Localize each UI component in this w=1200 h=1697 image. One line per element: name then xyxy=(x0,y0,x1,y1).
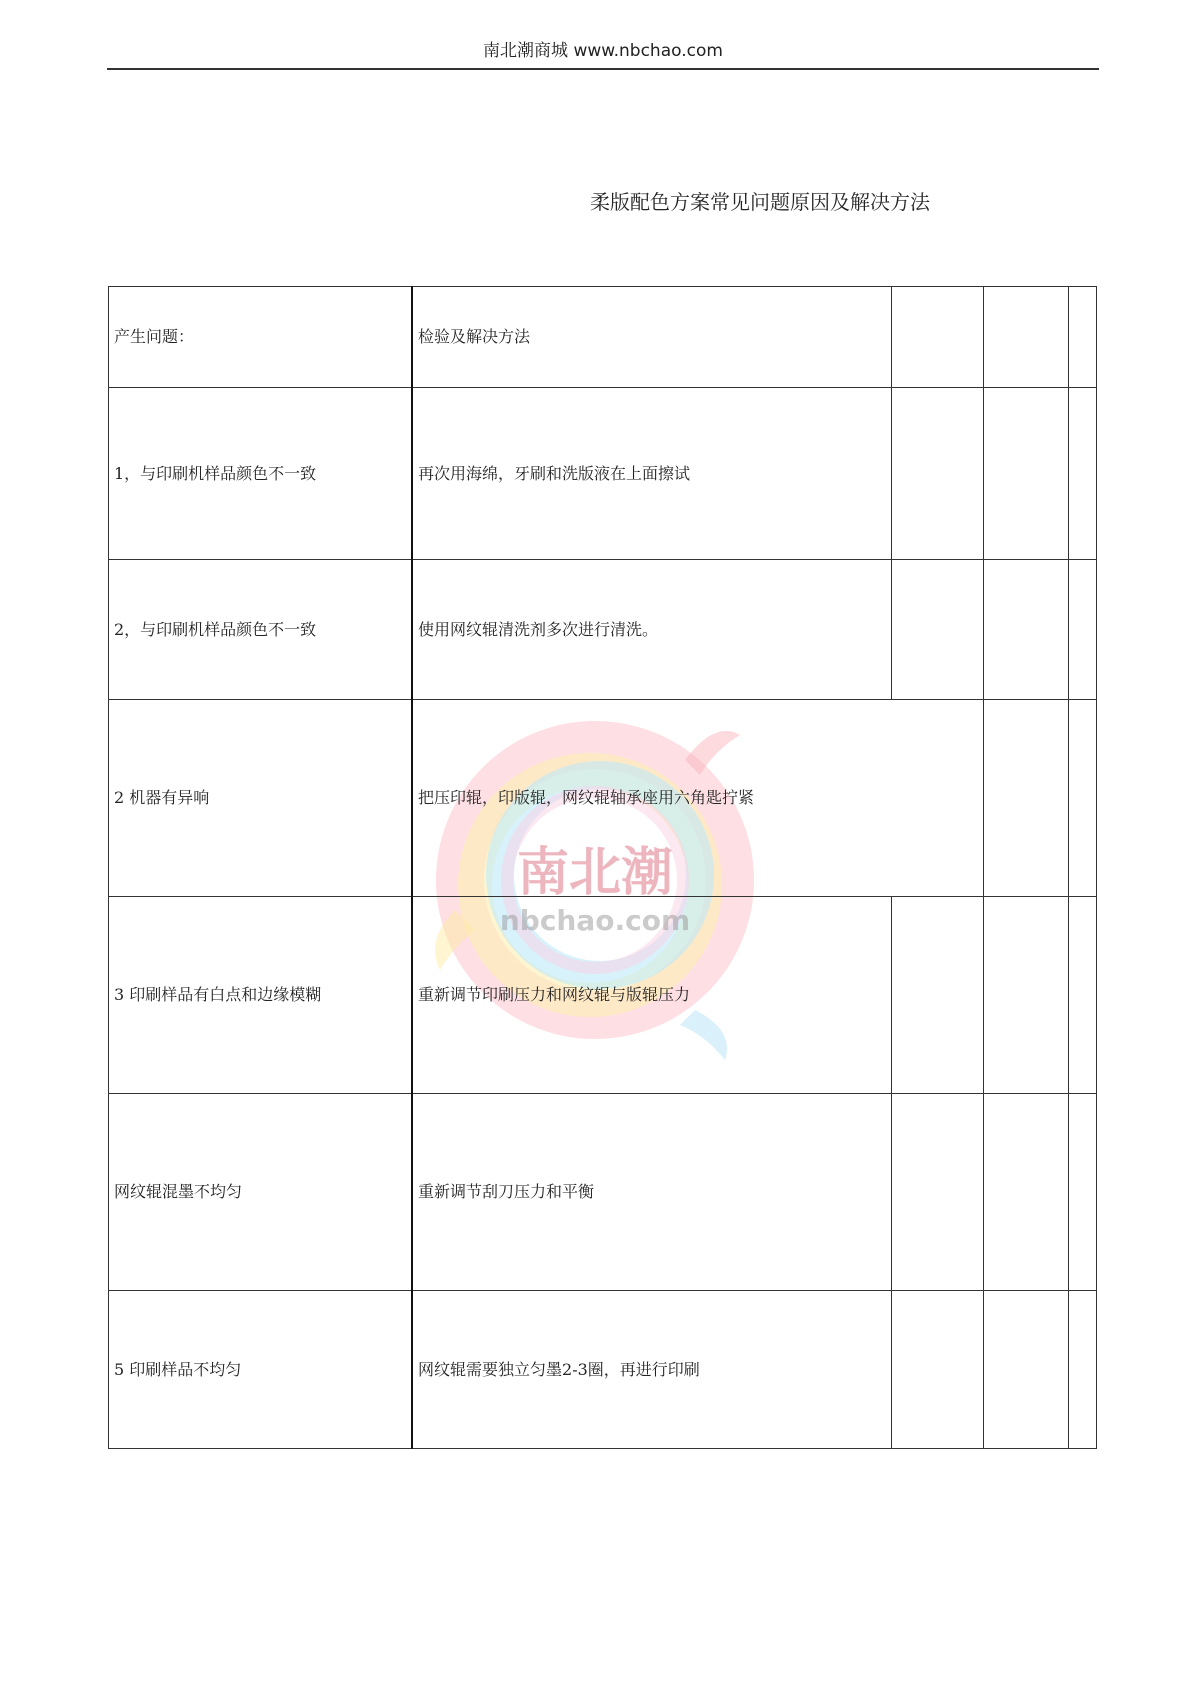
problem-cell: 1，与印刷机样品颜色不一致 xyxy=(109,388,413,560)
problem-cell: 2 机器有异响 xyxy=(109,700,413,897)
header-text: 南北潮商城 www.nbchao.com xyxy=(483,41,723,61)
empty-cell xyxy=(1068,560,1096,700)
empty-cell xyxy=(984,560,1068,700)
table-row xyxy=(109,1291,1097,1449)
watermark-brand: 南北潮 xyxy=(516,842,674,903)
solution-cell: 把压印辊，印版辊，网纹辊轴承座用六角匙拧紧 xyxy=(412,700,984,897)
table-header-row xyxy=(109,287,1097,388)
header-solution: 检验及解决方法 xyxy=(412,287,891,388)
empty-cell xyxy=(891,388,983,560)
empty-cell xyxy=(1068,388,1096,560)
empty-cell xyxy=(984,897,1068,1094)
problem-cell: 网纹辊混墨不均匀 xyxy=(109,1094,413,1291)
empty-cell xyxy=(1068,1291,1096,1449)
empty-cell xyxy=(891,287,983,388)
problem-cell: 5 印刷样品不均匀 xyxy=(109,1291,413,1449)
problems-table xyxy=(108,286,1097,1449)
empty-cell xyxy=(891,560,983,700)
empty-cell xyxy=(984,1094,1068,1291)
empty-cell xyxy=(891,1094,983,1291)
empty-cell xyxy=(1068,897,1096,1094)
table-row xyxy=(109,897,1097,1094)
solution-cell: 重新调节刮刀压力和平衡 xyxy=(412,1094,891,1291)
document-title: 柔版配色方案常见问题原因及解决方法 xyxy=(590,190,930,214)
page-header xyxy=(107,40,1099,70)
empty-cell xyxy=(984,287,1068,388)
empty-cell xyxy=(1068,1094,1096,1291)
table-row xyxy=(109,560,1097,700)
header-problem: 产生问题： xyxy=(109,287,413,388)
empty-cell xyxy=(984,1291,1068,1449)
table-row xyxy=(109,700,1097,897)
solution-cell: 网纹辊需要独立匀墨2-3圈，再进行印刷 xyxy=(412,1291,891,1449)
empty-cell xyxy=(984,388,1068,560)
empty-cell xyxy=(891,897,983,1094)
solution-cell: 再次用海绵，牙刷和洗版液在上面擦试 xyxy=(412,388,891,560)
empty-cell xyxy=(1068,700,1096,897)
empty-cell xyxy=(891,1291,983,1449)
empty-cell xyxy=(1068,287,1096,388)
problem-cell: 3 印刷样品有白点和边缘模糊 xyxy=(109,897,413,1094)
table-row xyxy=(109,388,1097,560)
solution-cell: 使用网纹辊清洗剂多次进行清洗。 xyxy=(412,560,891,700)
problem-cell: 2，与印刷机样品颜色不一致 xyxy=(109,560,413,700)
table-row xyxy=(109,1094,1097,1291)
empty-cell xyxy=(984,700,1068,897)
solution-cell: 重新调节印刷压力和网纹辊与版辊压力 xyxy=(412,897,891,1094)
watermark-domain: nbchao.com xyxy=(499,904,691,937)
